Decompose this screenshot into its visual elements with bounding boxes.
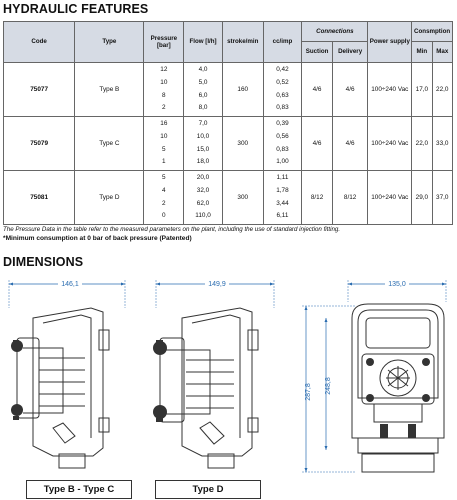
header-connections: Connections: [302, 22, 368, 42]
row-type: Type D: [75, 171, 144, 225]
dim-total-height: 287,8: [305, 383, 312, 401]
row-power: 100÷240 Vac: [368, 171, 412, 225]
header-ccimp: cc/imp: [263, 22, 302, 63]
pressure-data-note: The Pressure Data in the table refer to the measured parameters on the plant, including the use of standard injection fitting.: [3, 226, 341, 233]
row-max: 22,0: [432, 63, 452, 117]
hydraulic-features-table: [3, 21, 453, 225]
row-delivery: 4/6: [332, 117, 368, 171]
row-power: 100÷240 Vac: [368, 117, 412, 171]
header-code: Code: [4, 22, 75, 63]
header-pressure: Pressure [bar]: [144, 22, 184, 63]
label-type-d: Type D: [155, 480, 261, 499]
header-min: Min: [412, 42, 432, 63]
row-flow: 4,0 5,0 6,0 8,0: [184, 63, 223, 117]
row-delivery: 8/12: [332, 171, 368, 225]
row-type: Type C: [75, 117, 144, 171]
row-suction: 8/12: [302, 171, 333, 225]
row-pressure: 16 10 5 1: [144, 117, 184, 171]
row-max: 37,0: [432, 171, 452, 225]
row-min: 17,0: [412, 63, 432, 117]
row-type: Type B: [75, 63, 144, 117]
table-row: [4, 117, 453, 171]
dim-width-bc: 146,1: [61, 281, 79, 288]
table-row: [4, 171, 453, 225]
header-delivery: Delivery: [332, 42, 368, 63]
dim-width-d: 149,9: [208, 281, 226, 288]
row-pressure: 12 10 8 2: [144, 63, 184, 117]
row-stroke: 300: [222, 171, 263, 225]
row-pressure: 5 4 2 0: [144, 171, 184, 225]
row-delivery: 4/6: [332, 63, 368, 117]
header-suction: Suction: [302, 42, 333, 63]
header-power: Power supply: [368, 22, 412, 63]
row-max: 33,0: [432, 117, 452, 171]
front-view-drawing: [296, 278, 454, 478]
row-code: 75081: [4, 171, 75, 225]
row-flow: 20,0 32,0 62,0 110,0: [184, 171, 223, 225]
row-ccimp: 0,42 0,52 0,63 0,83: [263, 63, 302, 117]
row-flow: 7,0 10,0 15,0 18,0: [184, 117, 223, 171]
row-suction: 4/6: [302, 63, 333, 117]
dim-body-height: 248,8: [325, 377, 332, 395]
dim-front-width: 135,0: [388, 281, 406, 288]
row-ccimp: 1,11 1,78 3,44 6,11: [263, 171, 302, 225]
row-min: 29,0: [412, 171, 432, 225]
header-flow: Flow [l/h]: [184, 22, 223, 63]
row-code: 75079: [4, 117, 75, 171]
table-row: [4, 63, 453, 117]
row-stroke: 160: [222, 63, 263, 117]
row-suction: 4/6: [302, 117, 333, 171]
header-type: Type: [75, 22, 144, 63]
side-view-bc-drawing: [3, 278, 143, 478]
side-view-d-drawing: [148, 278, 288, 478]
row-min: 22,0: [412, 117, 432, 171]
min-consumption-note: *Minimum consumption at 0 bar of back pressure (Patented): [3, 235, 192, 242]
row-ccimp: 0,39 0,56 0,83 1,00: [263, 117, 302, 171]
row-code: 75077: [4, 63, 75, 117]
row-power: 100÷240 Vac: [368, 63, 412, 117]
header-max: Max: [432, 42, 452, 63]
header-stroke: stroke/min: [222, 22, 263, 63]
header-consumption: Consmption: [412, 22, 453, 42]
label-type-bc: Type B - Type C: [26, 480, 132, 499]
hydraulic-features-title: HYDRAULIC FEATURES: [3, 2, 149, 16]
row-stroke: 300: [222, 117, 263, 171]
dimensions-title: DIMENSIONS: [3, 255, 84, 269]
